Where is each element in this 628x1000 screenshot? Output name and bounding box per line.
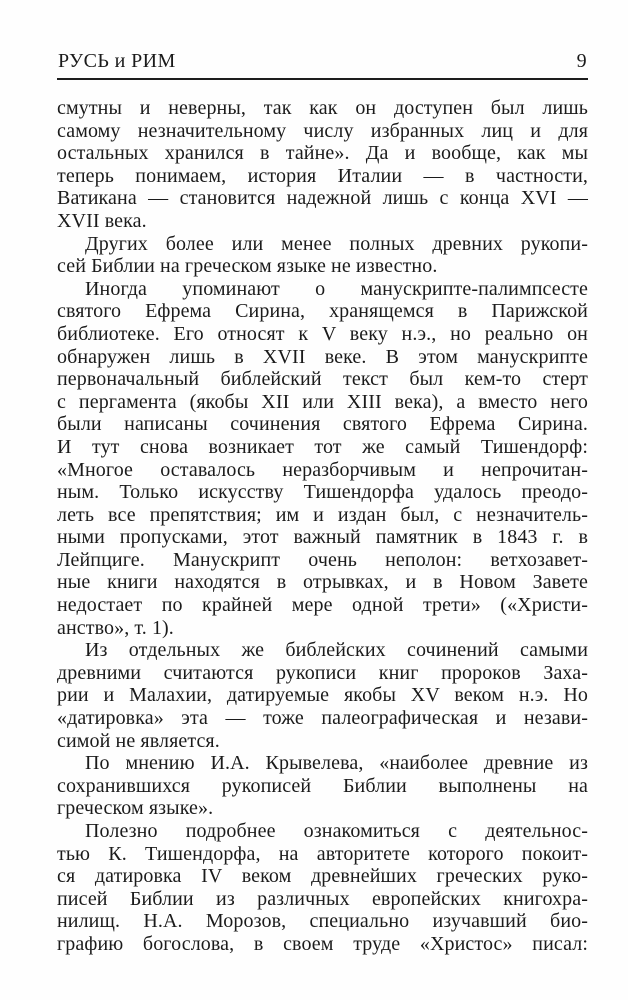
text-line: теперь понимаем, история Италии — в частности, (57, 164, 588, 187)
text-line: анство», т. 1). (57, 616, 174, 639)
text-line: древними считаются рукописи книг пророков Заха- (57, 661, 588, 684)
text-line: симой не является. (57, 729, 220, 752)
text-line: Других более или менее полных древних рукопи- (85, 232, 588, 255)
text-line: рии и Малахии, датируемые якобы XV веком н.э. Но (57, 684, 588, 707)
text-line: с пергамента (якобы XII или XIII века), а вместо него (57, 390, 588, 413)
text-line: самому незначительному числу избранных лиц и для (57, 119, 588, 142)
paragraph (57, 97, 588, 233)
text-line: Иногда упоминают о манускрипте-палимпсесте (85, 277, 588, 300)
header-rule (57, 78, 588, 80)
text-line: ным. Только искусству Тишендорфа удалось преодо- (57, 481, 588, 504)
text-line: греческом языке». (57, 797, 214, 820)
page-content (57, 50, 588, 956)
paragraph (57, 752, 588, 820)
text-line: И тут снова возникает тот же самый Тишендорф: (57, 435, 588, 458)
paragraph (57, 820, 588, 956)
text-line: ные книги находятся в отрывках, и в Новом Завете (57, 571, 588, 594)
text-line: остальных хранился в тайне». Да и вообще, как мы (57, 142, 588, 165)
text-line: леть все препятствия; им и издан был, с незначитель- (57, 503, 588, 526)
text-line: Ватикана — становится надежной лишь с конца XVI — (57, 187, 588, 210)
text-line: святого Ефрема Сирина, хранящемся в Парижской (57, 300, 588, 323)
page-number: 9 (576, 50, 587, 72)
text-line: ными пропусками, этот важный памятник в 1843 г. в (57, 526, 588, 549)
text-line: библиотеке. Его относят к V веку н.э., но реально он (57, 322, 588, 345)
paragraph (57, 639, 588, 752)
text-line: нилищ. Н.А. Морозов, специально изучавший био- (57, 910, 588, 933)
text-line: смутны и неверны, так как он доступен был лишь (57, 97, 588, 119)
text-line: Из отдельных же библейских сочинений самыми (85, 639, 588, 662)
text-line: тью К. Тишендорфа, на авторитете которого покоит- (57, 842, 588, 865)
text-line: сей Библии на греческом языке не известно. (57, 255, 438, 278)
text-line: «Многое оставалось неразборчивым и непрочитан- (57, 458, 588, 481)
text-line: Полезно подробнее ознакомиться с деятельнос- (85, 820, 588, 842)
text-line: ся датировка IV веком древнейших греческих руко- (57, 865, 588, 888)
text-line: Лейпциге. Манускрипт очень неполон: ветхозавет- (57, 548, 588, 571)
text-line: писей Библии из различных европейских книгохра- (57, 887, 588, 910)
paragraph (57, 278, 588, 640)
page-body (57, 97, 588, 956)
page-header (57, 50, 588, 73)
text-line: графию богослова, в своем труде «Христос» писал: (57, 932, 588, 955)
paragraph (57, 233, 588, 278)
text-line: сохранившихся рукописей Библии выполнены на (57, 774, 588, 797)
text-line: недостает по крайней мере одной трети» («Христи- (57, 594, 588, 617)
running-title: РУСЬ и РИМ (58, 50, 176, 72)
text-line: первоначальный библейский текст был кем-то стерт (57, 368, 588, 391)
text-line: «датировка» эта — тоже палеографическая и незави- (57, 707, 588, 730)
text-line: обнаружен лишь в XVII веке. В этом манускрипте (57, 345, 588, 368)
text-line: XVII века. (57, 209, 147, 232)
text-line: были написаны сочинения святого Ефрема Сирина. (57, 413, 588, 436)
text-line: По мнению И.А. Крывелева, «наиболее древние из (85, 752, 588, 775)
